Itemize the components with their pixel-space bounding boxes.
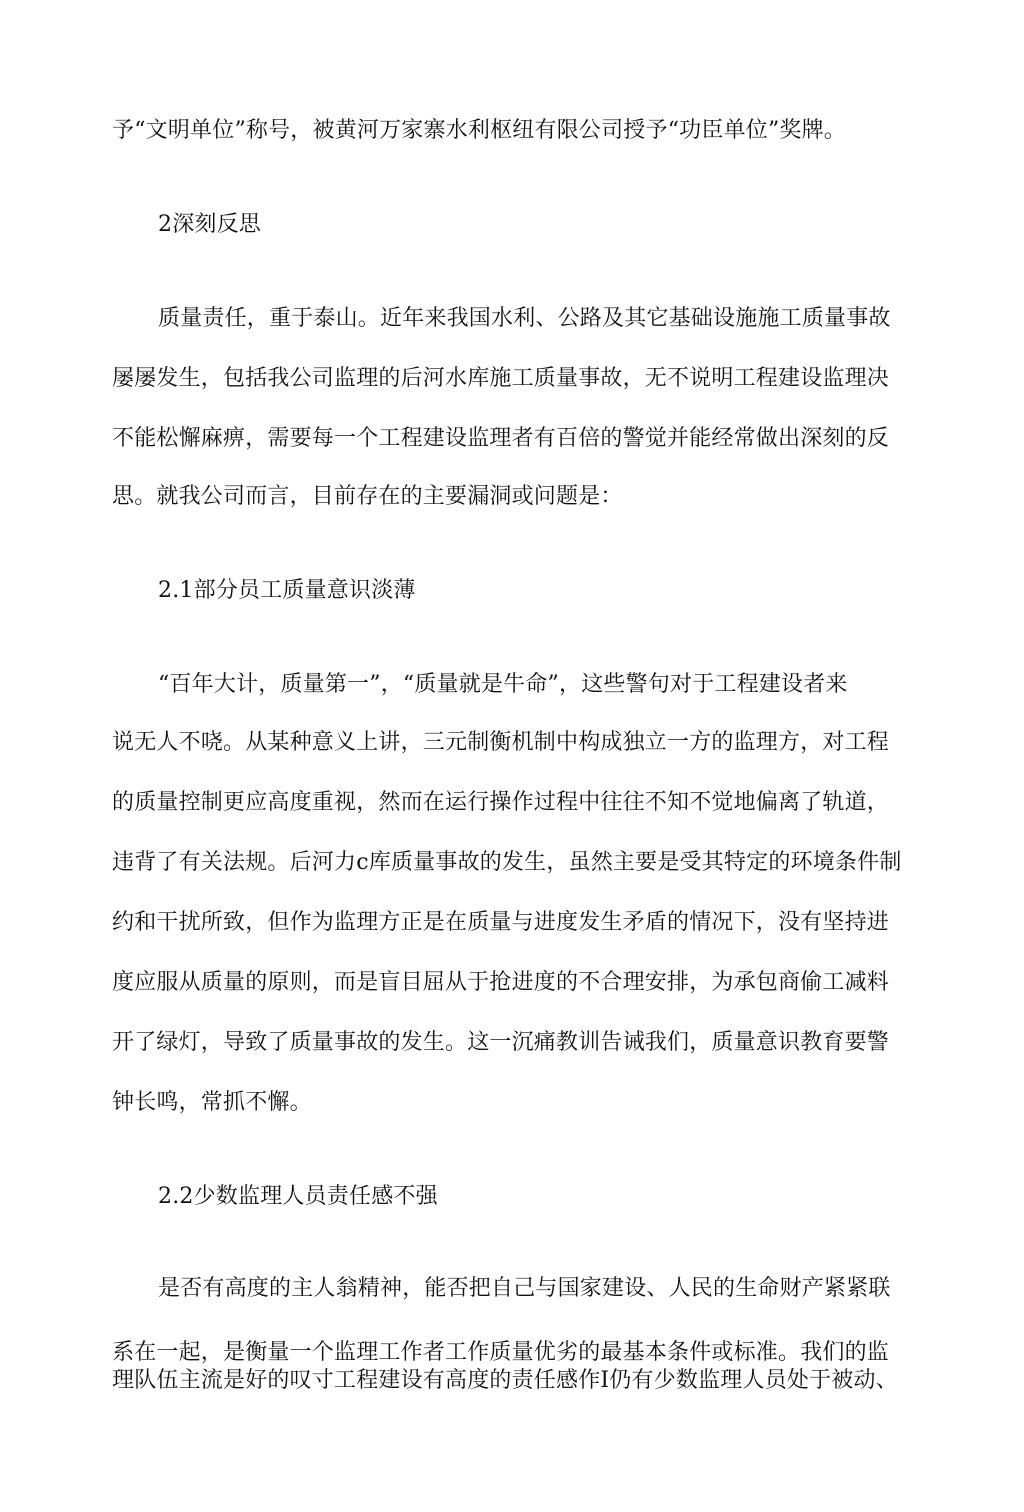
paragraph-line: 不能松懈麻痹，需要每一个工程建设监理者有百倍的警觉并能经常做出深刻的反: [112, 426, 890, 451]
subsection-heading: 2.1部分员工质量意识淡薄: [158, 578, 416, 603]
paragraph-line: 违背了有关法规。后河力c库质量事故的发生，虽然主要是受其特定的环境条件制: [112, 850, 902, 875]
paragraph-line: 质量责任，重于泰山。近年来我国水利、公路及其它基础设施施工质量事故: [158, 306, 891, 331]
paragraph-line: 开了绿灯，导致了质量事故的发生。这一沉痛教训告诫我们，质量意识教育要警: [112, 1030, 890, 1055]
paragraph-line: 钟长鸣，常抓不懈。: [112, 1090, 312, 1115]
paragraph-line: 予“文明单位”称号，被黄河万家寨水利枢纽有限公司授予“功臣单位”奖牌。: [112, 118, 846, 143]
subsection-heading: 2.2少数监理人员责任感不强: [158, 1184, 438, 1209]
section-heading: 2深刻反思: [158, 212, 261, 237]
paragraph-line: “百年大计，质量第一”，“质量就是牛命”，这些警句对于工程建设者来: [158, 672, 848, 697]
paragraph-line: 度应服从质量的原则，而是盲目屈从于抢进度的不合理安排，为承包商偷工减料: [112, 970, 890, 995]
paragraph-line: 约和干扰所致，但作为监理方正是在质量与进度发生矛盾的情况下，没有坚持进: [112, 910, 890, 935]
paragraph-line: 屡屡发生，包括我公司监理的后河水库施工质量事故，无不说明工程建设监理决: [112, 366, 890, 391]
paragraph-line: 理队伍主流是好的叹寸工程建设有高度的责任感作I仍有少数监理人员处于被动、: [112, 1368, 898, 1393]
paragraph-line: 思。就我公司而言，目前存在的主要漏洞或问题是：: [112, 484, 623, 509]
paragraph-line: 说无人不哓。从某种意义上讲，三元制衡机制中构成独立一方的监理方，对工程: [112, 730, 890, 755]
paragraph-line: 系在一起，是衡量一个监理工作者工作质量优劣的最基本条件或标准。我们的监: [112, 1340, 890, 1365]
paragraph-line: 的质量控制更应高度重视，然而在运行操作过程中往往不知不觉地偏离了轨道，: [112, 790, 890, 815]
paragraph-line: 是否有高度的主人翁精神，能否把自己与国家建设、人民的生命财产紧紧联: [158, 1276, 891, 1301]
